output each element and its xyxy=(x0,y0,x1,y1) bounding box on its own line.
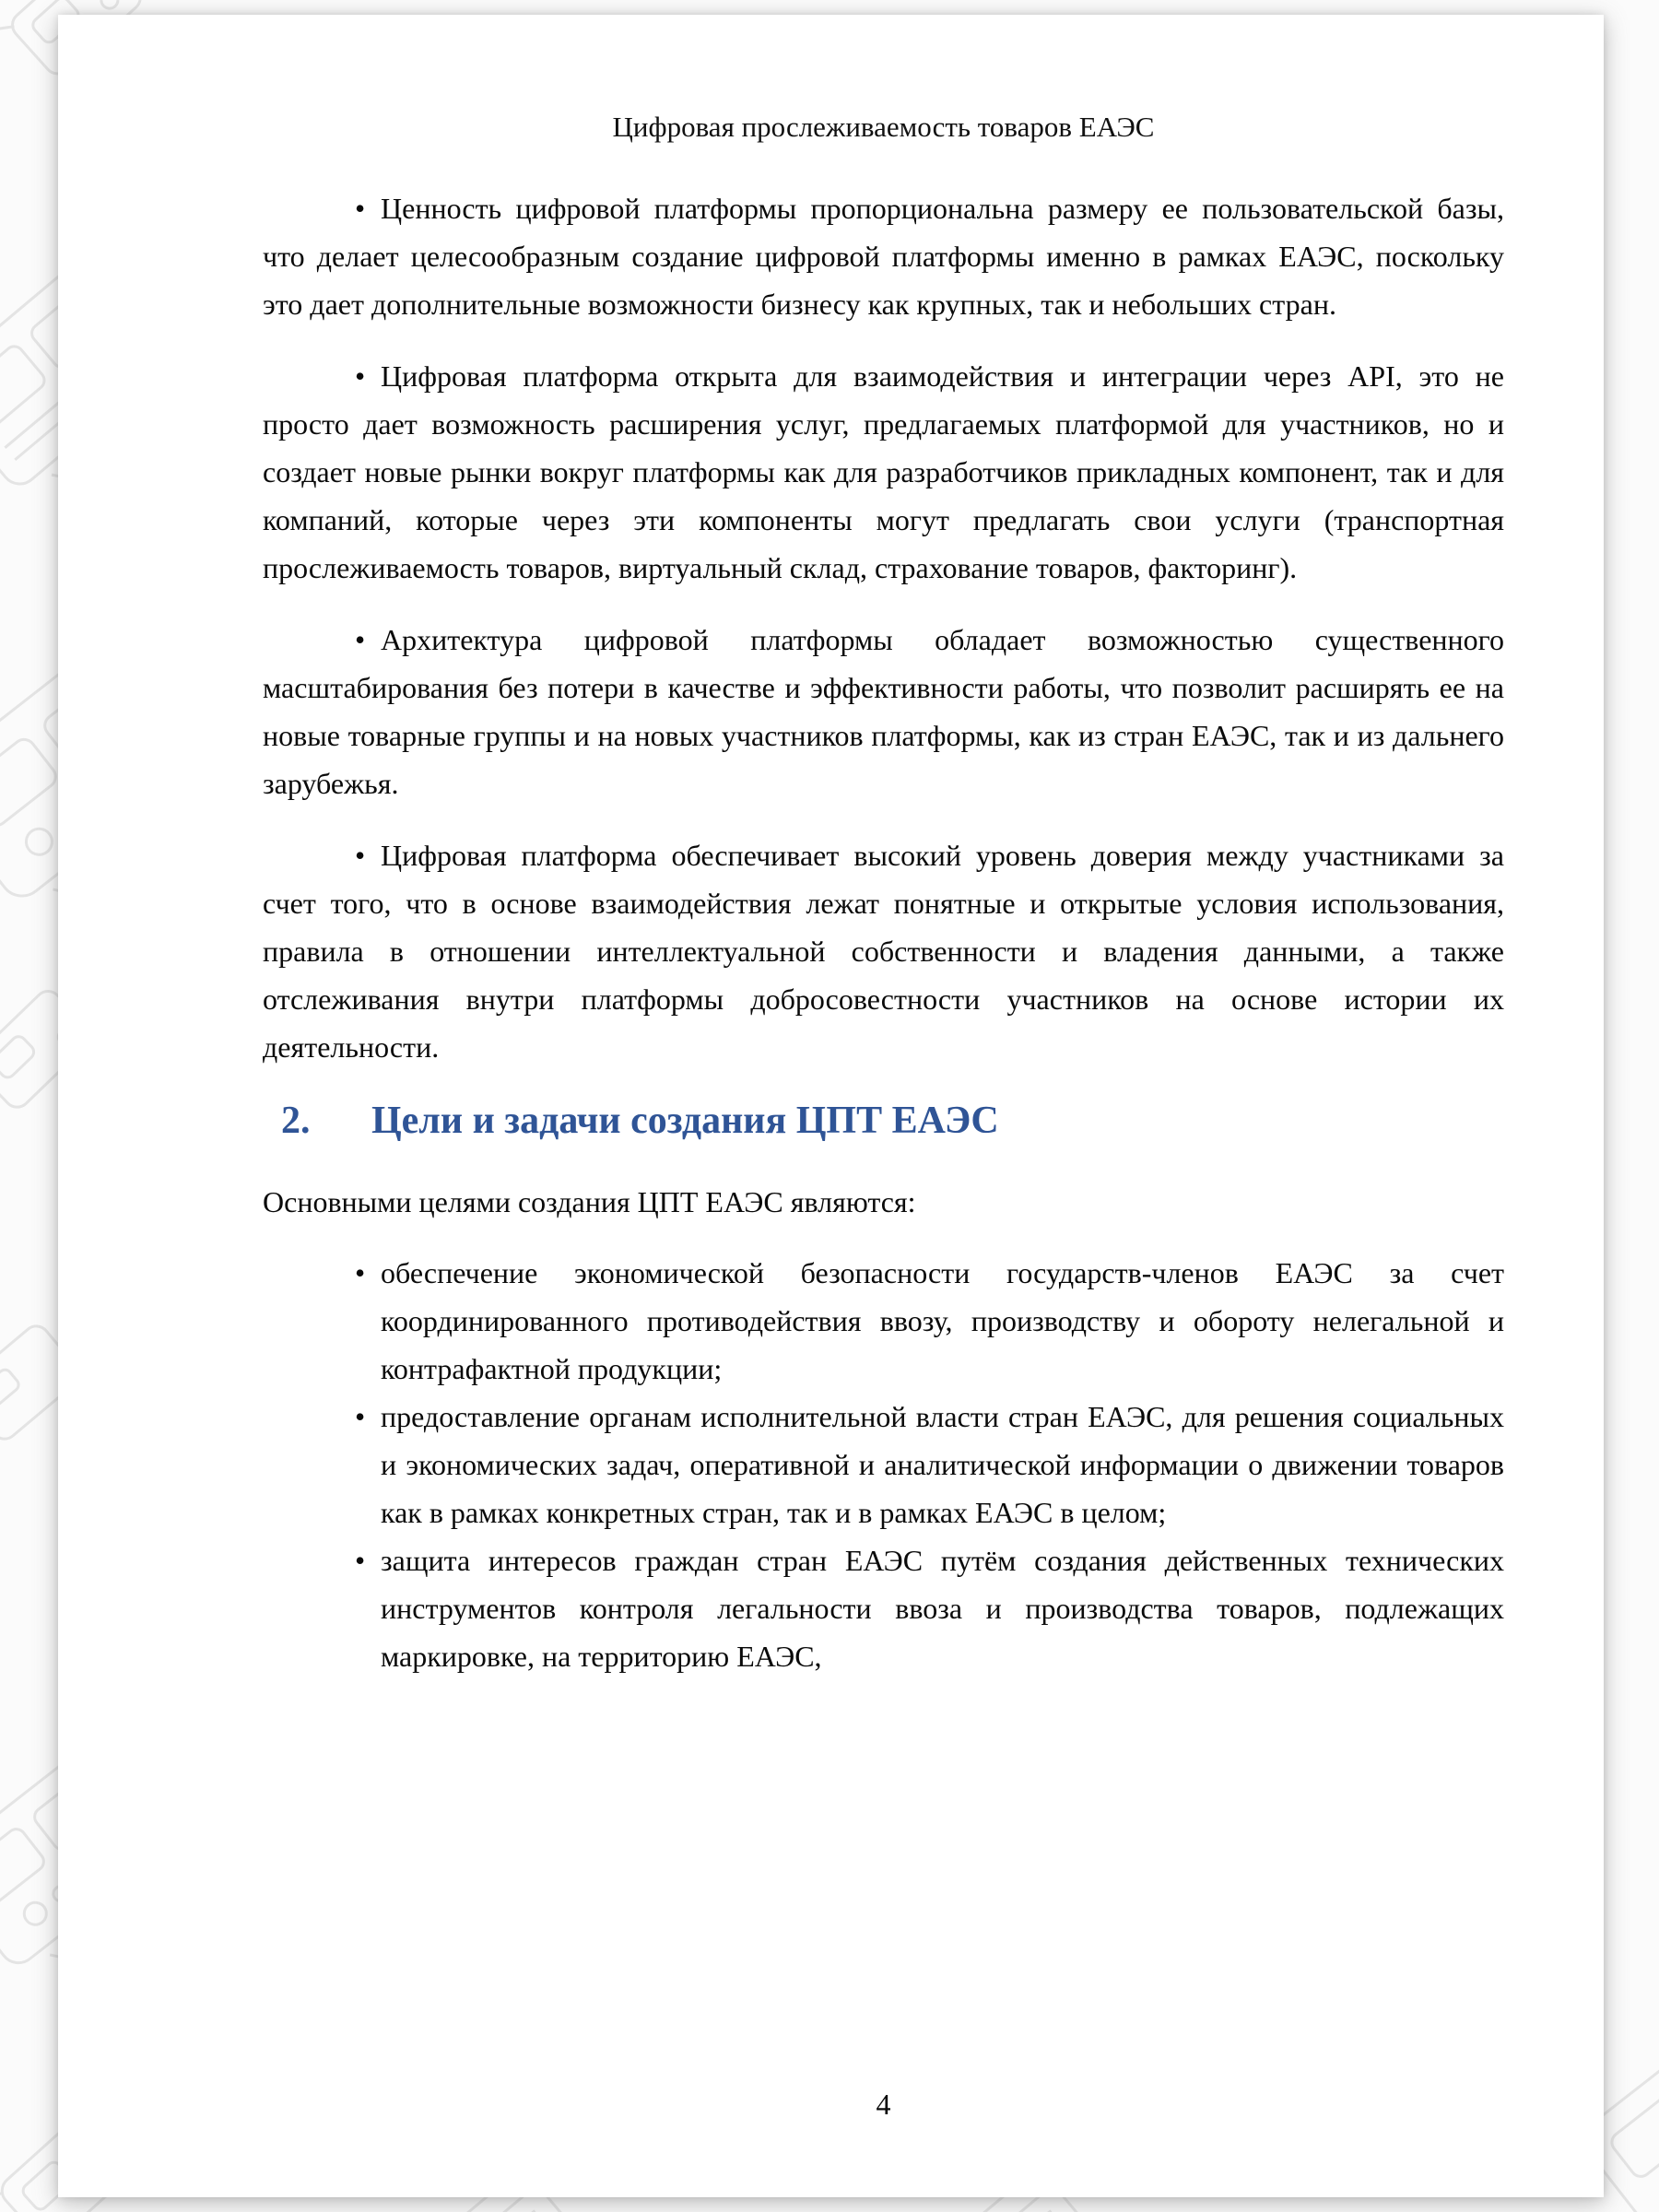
list-item-text: обеспечение экономической безопасности государств-членов ЕАЭС за счет координированного противодействия ввозу, производству и обороту нелегальной и контрафактной продукции; xyxy=(381,1256,1504,1385)
list-item xyxy=(263,1536,1504,1680)
intro-paragraph: Основными целями создания ЦПТ ЕАЭС являются: xyxy=(263,1185,916,1218)
bullet-icon: • xyxy=(355,623,366,656)
section-number: 2. xyxy=(281,1100,311,1142)
page-number: 4 xyxy=(876,2088,891,2121)
bullet-icon: • xyxy=(355,839,366,872)
platform-bullet-list xyxy=(263,184,1504,1071)
section-heading xyxy=(263,1095,1504,1147)
list-item xyxy=(263,616,1504,807)
list-item-text: Цифровая платформа открыта для взаимодействия и интеграции через API, это не просто дает возможность расширения услуг, предлагаемых платформой для участников, но и создает новые рынки вокруг платформы как для разработчиков прикладных компонент, так и для компаний, которые через эти компоненты могут предлагать свои услуги (транспортная прослеживаемость товаров, виртуальный склад, страхование товаров, факторинг). xyxy=(263,359,1504,584)
list-item xyxy=(263,1393,1504,1536)
running-header: Цифровая прослеживаемость товаров ЕАЭС xyxy=(612,111,1155,143)
list-item-text: предоставление органам исполнительной власти стран ЕАЭС, для решения социальных и экономических задач, оперативной и аналитической информации о движении товаров как в рамках конкретных стран, так и в рамках ЕАЭС в целом; xyxy=(381,1400,1504,1529)
bullet-icon: • xyxy=(355,359,366,393)
bullet-icon: • xyxy=(355,1256,366,1289)
goals-bullet-list xyxy=(263,1249,1504,1680)
document-page xyxy=(58,15,1604,2197)
list-item xyxy=(263,831,1504,1071)
list-item xyxy=(263,184,1504,328)
bullet-icon: • xyxy=(355,1544,366,1577)
list-item-text: Ценность цифровой платформы пропорциональна размеру ее пользовательской базы, что делает целесообразным создание цифровой платформы именно в рамках ЕАЭС, поскольку это дает дополнительные возможности бизнесу как крупных, так и небольших стран. xyxy=(263,192,1504,321)
list-item xyxy=(263,352,1504,592)
bullet-icon: • xyxy=(355,192,366,225)
list-item-text: защита интересов граждан стран ЕАЭС путём создания действенных технических инструментов контроля легальности ввоза и производства товаров, подлежащих маркировке, на территорию ЕАЭС, xyxy=(381,1544,1504,1673)
list-item xyxy=(263,1249,1504,1393)
list-item-text: Цифровая платформа обеспечивает высокий уровень доверия между участниками за счет того, что в основе взаимодействия лежат понятные и открытые условия использования, правила в отношении интеллектуальной собственности и владения данными, а также отслеживания внутри платформы добросовестности участников на основе истории их деятельности. xyxy=(263,839,1504,1064)
list-item-text: Архитектура цифровой платформы обладает возможностью существенного масштабирования без потери в качестве и эффективности работы, что позволит расширять ее на новые товарные группы и на новых участников платформы, как из стран ЕАЭС, так и из дальнего зарубежья. xyxy=(263,623,1504,800)
section-title: Цели и задачи создания ЦПТ ЕАЭС xyxy=(371,1100,999,1142)
bullet-icon: • xyxy=(355,1400,366,1433)
